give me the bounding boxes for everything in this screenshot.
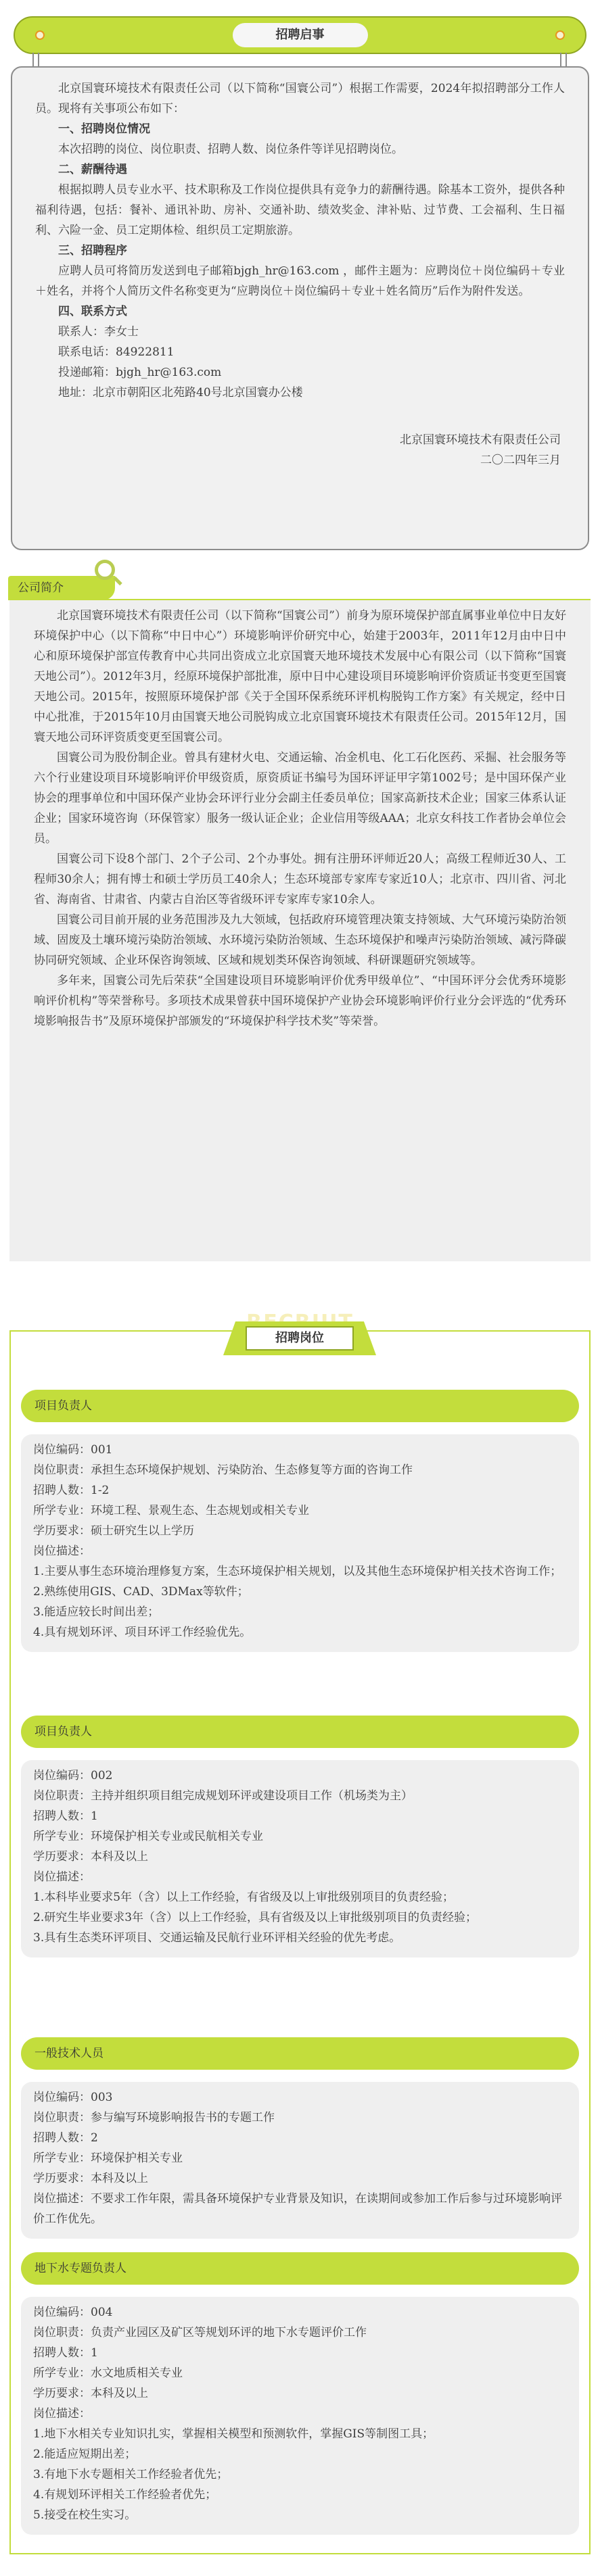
- contact-address: 地址：北京市朝阳区北苑路40号北京国寰办公楼: [58, 386, 303, 399]
- job-description-label: 岗位描述：: [33, 2407, 91, 2421]
- job-code: 岗位编码：004: [33, 2306, 113, 2319]
- job-details: [21, 1760, 579, 1958]
- job-education: 学历要求：本科及以上: [33, 2387, 148, 2400]
- job-headcount: 招聘人数：1: [33, 1809, 98, 1823]
- job-requirement: 1.本科毕业要求5年（含）以上工作经验，有省级及以上审批级别项目的负责经验；: [33, 1891, 455, 1904]
- job-title: 地下水专题负责人: [21, 2252, 579, 2285]
- job-headcount: 招聘人数：2: [33, 2131, 98, 2145]
- job-major: 所学专业：环境保护相关专业或民航相关专业: [33, 1830, 263, 1843]
- job-requirement: 4.有规划环评相关工作经验者优先；: [33, 2488, 217, 2502]
- notice-banner: [14, 16, 586, 54]
- job-requirement: 2.研究生毕业要求3年（含）以上工作经验，具有省级及以上审批级别项目的负责经验；: [33, 1911, 478, 1924]
- job-major: 所学专业：环境保护相关专业: [33, 2152, 183, 2165]
- job-code: 岗位编码：002: [33, 1769, 113, 1782]
- job-requirement: 4.具有规划环评、项目环评工作经验优先。: [33, 1626, 252, 1639]
- job-requirement: 1.主要从事生态环境治理修复方案，生态环境保护相关规划，以及其他生态环境保护相关技术咨询工作；: [33, 1565, 562, 1578]
- job-requirement: 2.熟练使用GIS、CAD、3DMax等软件；: [33, 1585, 249, 1599]
- signature-company: 北京国寰环境技术有限责任公司: [400, 433, 561, 447]
- profile-history: 北京国寰环境技术有限责任公司（以下简称“国寰公司”）前身为原环境保护部直属事业单位中日友好环境保护中心（以下简称“中日中心”）环境影响评价研究中心，始建于2003年，2011年12月由中日中心和原环境保护部宣传教育中心共同出资成立北京国寰天地环境技术发展中心有限公司（以下简称“国寰天地公司”）。2012年3月，经原环境保护部批准，原中日中心建设项目环境影响评价资质证书变更至国寰天地公司。2015年，按照原环境保护部《关于全国环保系统环评机构脱钩工作方案》有关规定，经中日中心批准，于2015年10月由国寰天地公司脱钩成立北京国寰环境技术有限责任公司。2015年12月，国寰天地公司环评资质变更至国寰公司。: [34, 609, 566, 744]
- job-description-label: 岗位描述：: [33, 1545, 91, 1558]
- job-headcount: 招聘人数：1: [33, 2346, 98, 2360]
- notice-procedure-text: 应聘人员可将简历发送到电子邮箱bjgh_hr@163.com ，邮件主题为：应聘岗位＋岗位编码＋专业＋姓名，并将个人简历文件名称变更为“应聘岗位＋岗位编码＋专业＋姓名简历”后作为附件发送。: [35, 264, 565, 298]
- notice-salary-text: 根据拟聘人员专业水平、技术职称及工作岗位提供具有竞争力的薪酬待遇。除基本工资外，提供各种福利待遇，包括：餐补、通讯补助、房补、交通补助、绩效奖金、津补贴、过节费、工会福利、生日福利、六险一金、员工定期体检、组织员工定期旅游。: [35, 183, 565, 237]
- contact-phone: 联系电话：84922811: [58, 345, 175, 359]
- notice-signature: [35, 430, 565, 470]
- job-requirement: 3.能适应较长时间出差；: [33, 1605, 160, 1619]
- profile-honors: 多年来，国寰公司先后荣获“全国建设项目环境影响评价优秀甲级单位”、“中国环评分会优秀环境影响评价机构”等荣誉称号。多项技术成果曾获中国环境保护产业协会环境影响评价行业分会评选的“优秀环境影响报告书”及原环境保护部颁发的“环境保护科学技术奖”等荣誉。: [34, 974, 566, 1028]
- job-requirement: 3.有地下水专题相关工作经验者优先；: [33, 2468, 229, 2481]
- contact-email[interactable]: 投递邮箱：bjgh_hr@163.com: [58, 366, 222, 379]
- profile-title: 公司简介: [8, 576, 115, 600]
- notice-positions-text: 本次招聘的岗位、岗位职责、招聘人数、岗位条件等详见招聘岗位。: [58, 143, 403, 156]
- notice-intro: 北京国寰环境技术有限责任公司（以下简称“国寰公司”）根据工作需要，2024年拟招聘部分工作人员。现将有关事项公布如下：: [35, 82, 565, 116]
- job-details: [21, 1434, 579, 1652]
- job-card: [21, 1390, 579, 1652]
- profile-staff: 国寰公司下设8个部门、2个子公司、2个办事处。拥有注册环评师近20人；高级工程师近30人、工程师30余人；拥有博士和硕士学历员工40余人；生态环境部专家库专家近10人；北京市、四川省、河北省、海南省、甘肃省、内蒙古自治区等省级环评专家库专家10余人。: [34, 852, 566, 906]
- signature-date: 二〇二四年三月: [480, 454, 561, 467]
- job-education: 学历要求：本科及以上: [33, 2172, 148, 2185]
- job-duty: 岗位职责：参与编写环境影响报告书的专题工作: [33, 2111, 275, 2124]
- job-major: 所学专业：环境工程、景观生态、生态规划或相关专业: [33, 1504, 309, 1517]
- job-major: 所学专业：水文地质相关专业: [33, 2366, 183, 2380]
- notice-title: 招聘启事: [233, 23, 368, 47]
- job-requirement: 5.接受在校生实习。: [33, 2508, 137, 2522]
- job-requirement: 2.能适应短期出差；: [33, 2448, 137, 2461]
- notice-body: [11, 66, 589, 550]
- magnifier-icon: [95, 560, 115, 580]
- job-card: [21, 2252, 579, 2535]
- job-card: [21, 2037, 579, 2239]
- job-duty: 岗位职责：负责产业园区及矿区等规划环评的地下水专题评价工作: [33, 2326, 367, 2339]
- profile-business: 国寰公司目前开展的业务范围涉及九大领域，包括政府环境管理决策支持领域、大气环境污染防治领域、固废及土壤环境污染防治领域、水环境污染防治领域、生态环境保护和噪声污染防治领域、减污降碳协同研究领域、企业环保咨询领域、区域和规划类环保咨询领域、科研课题研究领域等。: [34, 913, 566, 967]
- job-code: 岗位编码：003: [33, 2091, 113, 2104]
- job-title: 项目负责人: [21, 1716, 579, 1748]
- job-education: 学历要求：硕士研究生以上学历: [33, 1524, 194, 1538]
- profile-body: [9, 599, 591, 1261]
- job-education: 学历要求：本科及以上: [33, 1850, 148, 1864]
- notice-heading-contact: 四、联系方式: [58, 305, 127, 318]
- job-title: 一般技术人员: [21, 2037, 579, 2070]
- job-duty: 岗位职责：主持并组织项目组完成规划环评或建设项目工作（机场类为主）: [33, 1789, 413, 1803]
- job-card: [21, 1716, 579, 1958]
- job-description-label: 岗位描述：: [33, 1870, 91, 1884]
- job-requirement: 1.地下水相关专业知识扎实，掌握相关模型和预测软件，掌握GIS等制图工具；: [33, 2427, 434, 2441]
- contact-person: 联系人：李女士: [58, 325, 139, 339]
- job-code: 岗位编码：001: [33, 1443, 113, 1457]
- profile-qualifications: 国寰公司为股份制企业。曾具有建材火电、交通运输、冶金机电、化工石化医药、采掘、社会服务等六个行业建设项目环境影响评价甲级资质，原资质证书编号为国环评证甲字第1002号；是中国环保产业协会的理事单位和中国环保产业协会环评行业分会副主任委员单位；国家高新技术企业；国家三体系认证企业；国家环境咨询（环保管家）服务一级认证企业；企业信用等级AAA；北京女科技工作者协会单位会员。: [34, 751, 566, 846]
- job-requirement: 3.具有生态类环评项目、交通运输及民航行业环评相关经验的优先考虑。: [33, 1931, 401, 1945]
- decorative-dot-icon: [555, 30, 565, 40]
- job-headcount: 招聘人数：1-2: [33, 1484, 110, 1497]
- job-details: [21, 2297, 579, 2535]
- job-duty: 岗位职责：承担生态环境保护规划、污染防治、生态修复等方面的咨询工作: [33, 1463, 413, 1477]
- decorative-dot-icon: [35, 30, 45, 40]
- notice-heading-procedure: 三、招聘程序: [58, 244, 127, 258]
- job-description: 岗位描述：不要求工作年限，需具备环境保护专业背景及知识，在读期间或参加工作后参与过环境影响评价工作优先。: [33, 2192, 562, 2226]
- job-title: 项目负责人: [21, 1390, 579, 1422]
- positions-title: 招聘岗位: [246, 1326, 354, 1351]
- notice-heading-salary: 二、薪酬待遇: [58, 163, 127, 176]
- job-details: [21, 2082, 579, 2239]
- notice-heading-positions: 一、招聘岗位情况: [58, 122, 150, 136]
